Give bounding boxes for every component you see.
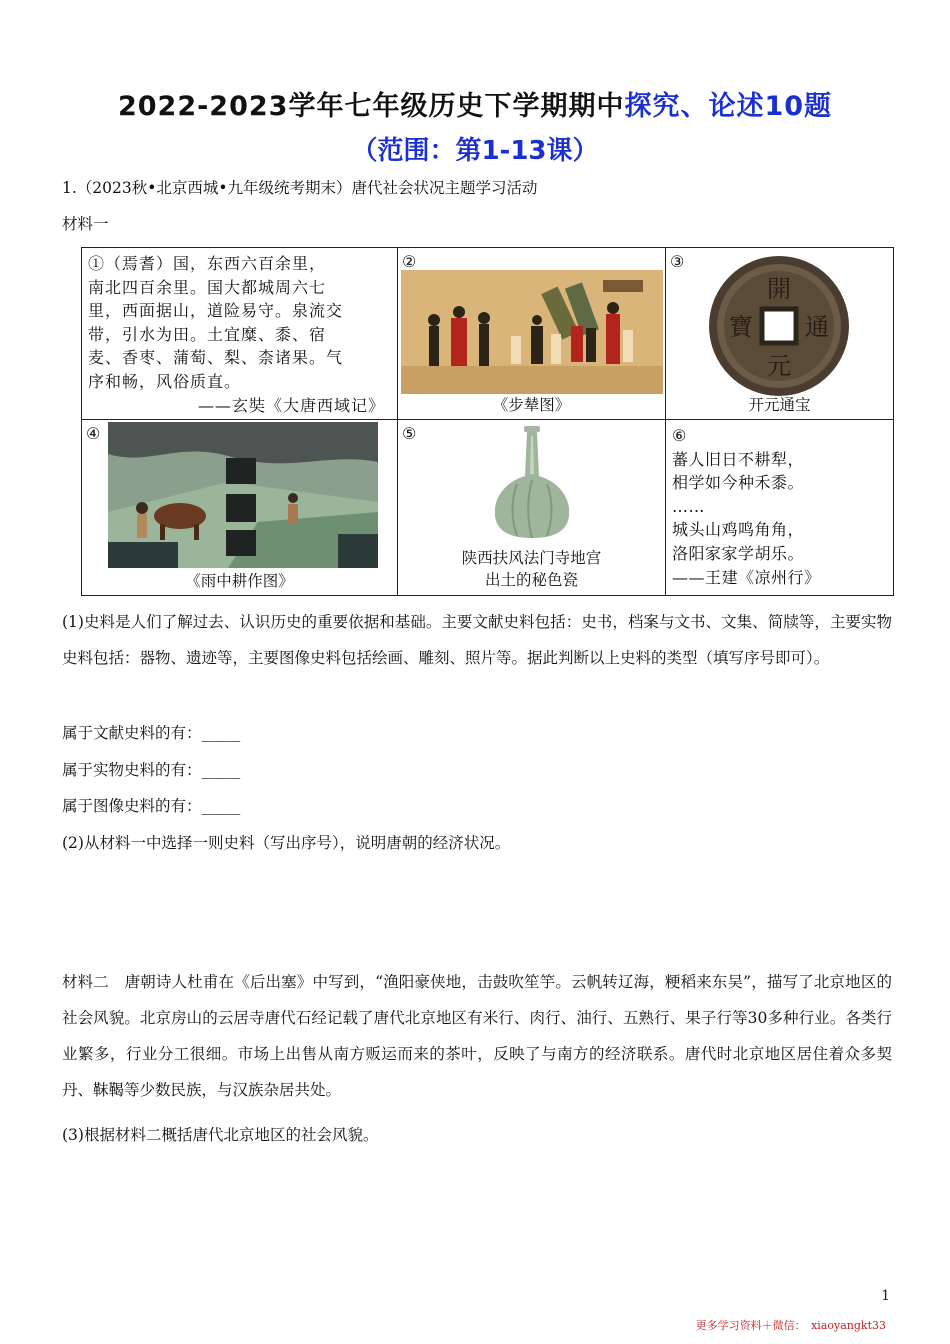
title-highlight: 探究、论述10题	[624, 91, 833, 122]
coin-char: 元	[767, 352, 791, 380]
coin-char: 開	[767, 275, 791, 303]
poem-line: 洛阳家家学胡乐。	[672, 543, 805, 563]
xuanzang-text	[82, 248, 397, 417]
cell-number: ②	[402, 252, 417, 271]
cell-number: ③	[670, 252, 685, 271]
text-line: 带，引水为田。土宜糜、黍、宿	[88, 324, 327, 344]
source-cell-2	[398, 248, 666, 420]
title-prefix: 2022-2023学年七年级历史下学期期中	[117, 91, 625, 122]
coin-caption: 开元通宝	[748, 396, 811, 414]
poem-line: 城头山鸡鸣角角，	[672, 520, 805, 540]
source-cell-6	[666, 420, 894, 596]
question1-header: 1.（2023秋•北京西城•九年级统考期末）唐代社会状况主题学习活动	[62, 179, 538, 197]
caption-line: 出土的秘色瓷	[484, 571, 578, 589]
rain-farming-caption: 《雨中耕作图》	[185, 572, 294, 590]
poem-source: ——王建《凉州行》	[672, 567, 821, 587]
source-cell-5	[398, 420, 666, 596]
text-line: 南北四百余里。国大都城周六七	[88, 277, 327, 297]
source-cell-1	[82, 248, 398, 420]
question1-part2: (2)从材料一中选择一则史料（写出序号），说明唐朝的经济状况。	[62, 834, 511, 852]
material1-grid	[81, 247, 894, 596]
page-title-line1	[0, 84, 950, 123]
bunian-painting-image	[401, 270, 663, 394]
question1-part1: (1)史料是人们了解过去、认识历史的重要依据和基础。主要文献史料包括：史书，档案与文书、文集、简牍等，主要实物史料包括：器物、遗迹等，主要图像史料包括绘画、雕刻、照片等。据此判断以上史料的类型（填写序号即可）。	[62, 613, 892, 667]
text-line: 里，西面据山，道险易守。泉流交	[88, 301, 344, 321]
text-line: （焉耆）国，东西六百余里，	[105, 254, 327, 273]
cell-number: ⑥	[672, 426, 687, 445]
wangjian-poem	[666, 420, 893, 589]
poem-ellipsis: ……	[672, 496, 705, 516]
kaiyuan-coin-image	[704, 252, 854, 400]
bunian-caption: 《步辇图》	[492, 396, 571, 414]
text-line: 麦、香枣、蒲萄、梨、柰诸果。气	[88, 348, 344, 368]
cell-number: ①	[88, 254, 106, 273]
poem-line: 相学如今种禾黍。	[672, 473, 805, 493]
cell-number: ⑤	[402, 424, 417, 443]
blank-physical: 属于实物史料的有：_____	[62, 761, 241, 779]
blank-image: 属于图像史料的有：_____	[62, 797, 241, 815]
question1-part3: (3)根据材料二概括唐代北京地区的社会风貌。	[62, 1126, 379, 1144]
material1-label: 材料一	[62, 215, 109, 233]
material2-paragraph: 材料二 唐朝诗人杜甫在《后出塞》中写到，“渔阳豪侠地，击鼓吹笙竽。云帆转辽海，粳稻来东吴”，描写了北京地区的社会风貌。北京房山的云居寺唐代石经记载了唐代北京地区有米行、肉行、油行、五熟行、果子行等30多种行业。各类行业繁多，行业分工很细。市场上出售从南方贩运而来的茶叶，反映了与南方的经济联系。唐代时北京地区居住着众多契丹、靺鞨等少数民族，与汉族杂居共处。	[62, 973, 892, 1099]
source-cell-3	[666, 248, 894, 420]
text-source: ——玄奘《大唐西域记》	[197, 395, 385, 415]
celadon-vase-image	[487, 424, 577, 540]
coin-char: 寶	[729, 313, 753, 341]
poem-line: 蕃人旧日不耕犁，	[672, 449, 805, 469]
celadon-caption	[398, 547, 665, 591]
footer-note: 更多学习资料＋微信： xiaoyangkt33	[695, 1319, 886, 1332]
text-line: 序和畅，风俗质直。	[88, 371, 242, 391]
cell-number: ④	[86, 424, 101, 443]
rain-farming-mural-image	[108, 422, 378, 568]
coin-char: 通	[805, 313, 829, 341]
source-cell-4	[82, 420, 398, 596]
caption-line: 陕西扶风法门寺地宫	[461, 549, 602, 567]
page-title-line2: （范围：第1-13课）	[351, 136, 599, 166]
blank-documentary: 属于文献史料的有：_____	[62, 724, 241, 742]
page-number: 1	[881, 1288, 890, 1304]
